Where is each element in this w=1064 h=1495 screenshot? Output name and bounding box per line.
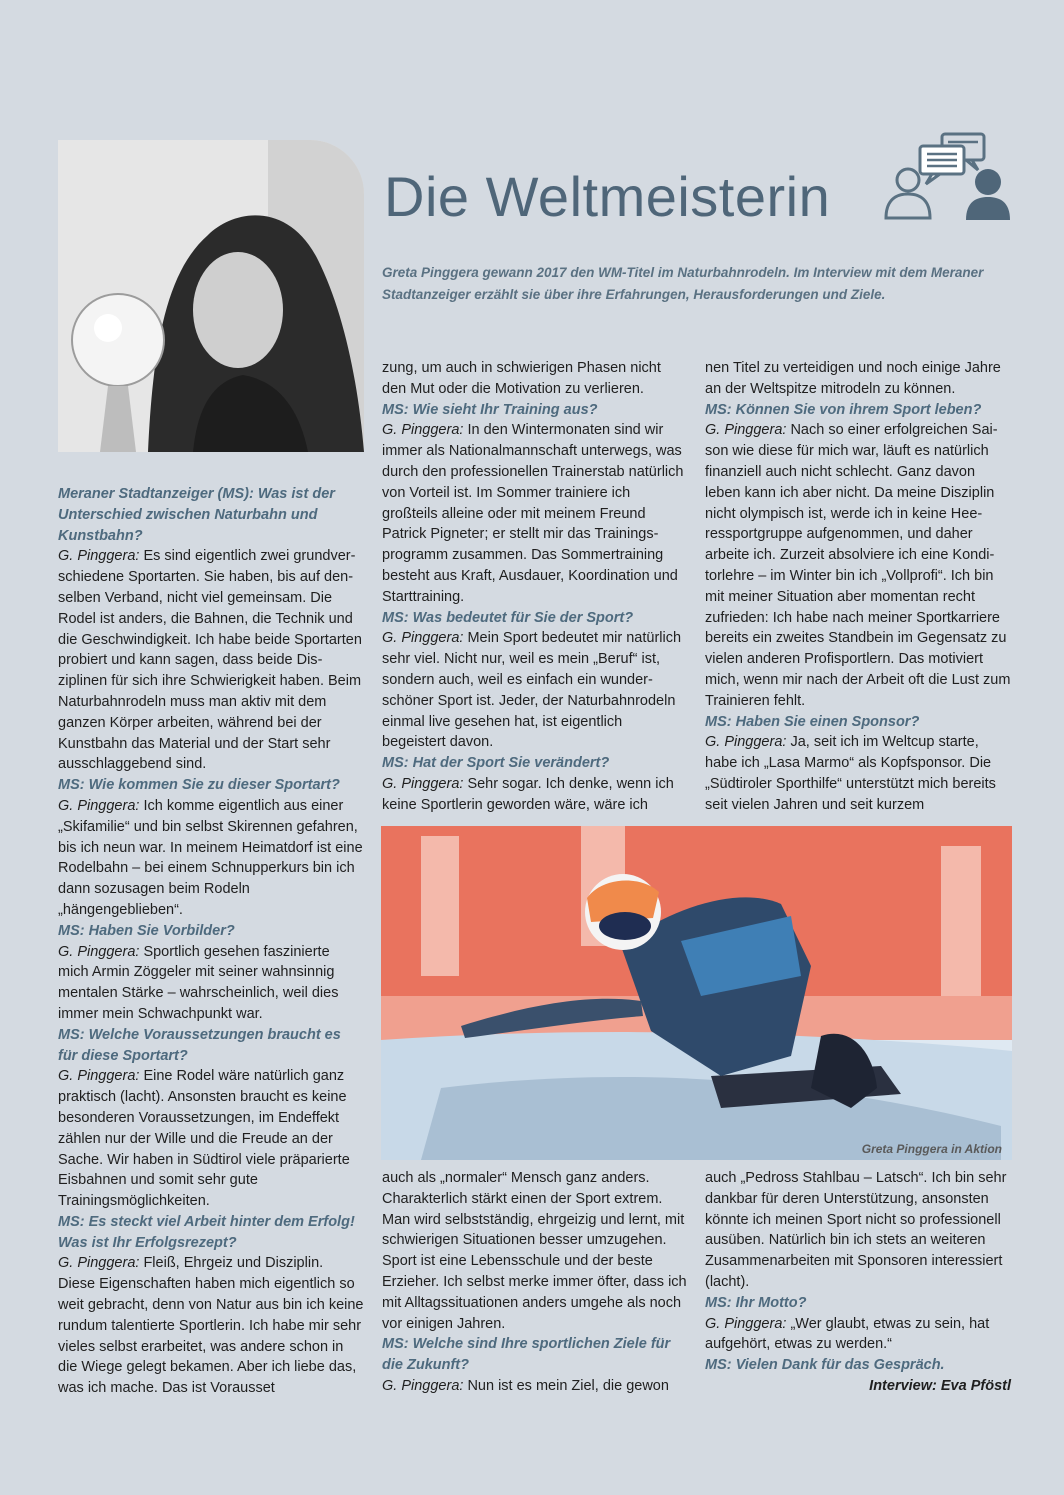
action-photo-illustration	[381, 826, 1012, 1160]
portrait-illustration	[58, 140, 364, 452]
answer-text: „Wer glaubt, etwas zu sein, hat aufgehört, etwas zu werden.“	[705, 1315, 990, 1353]
speaker-label: G. Pinggera:	[705, 422, 787, 439]
interview-answer	[705, 732, 1011, 815]
answer-text: Es sind eigentlich zwei grundverschiedene Sportarten. Sie haben, bis auf denselben Verband, nicht viel gemeinsam. Die Rodel ist anders, die Bahnen, die Technik und die Geschwindigkeit. Ich habe beide Sportarten probiert und kann sagen, dass beide Disziplinen für sich ihre Schwierigkeit haben. Beim Naturbahnrodeln muss man aktiv mit dem ganzen Körper arbeiten, während bei der Kunstbahn das Material und der Start sehr ausschlaggebend sind.	[58, 548, 362, 773]
continued-text: zung, um auch in schwierigen Phasen nicht den Mut oder die Motivation zu verlieren.	[382, 360, 661, 397]
interview-answer	[58, 1253, 364, 1399]
column-middle-bottom	[382, 1168, 688, 1397]
answer-text: Nach so einer erfolgreichen Saison wie diese für mich war, läuft es natürlich finanziell auch nicht schlecht. Ganz davon leben kann ich aber nicht. Da meine Disziplin nicht olympisch ist, werde ich in keine Heeressportgruppe aufgenommen, und daher arbeite ich. Zurzeit absolviere ich eine Konditorlehre – im Winter bin ich „Vollprofi“. Ich bin mit meiner Situation aber momentan recht zufrieden: Ich habe nach meiner Sportkarriere bereits ein zweites Standbein im Gegensatz zu vielen anderen Profisportlern. Das motiviert mich, wenn mir nach der Arbeit oft die Lust zum Trainieren fehlt.	[705, 422, 1011, 709]
answer-text: Ja, seit ich im Weltcup starte, habe ich „Lasa Marmo“ als Kopfsponsor. Die „Südtiroler Sporthilfe“ unterstützt mich bereits seit vielen Jahren und seit kurzem	[705, 734, 996, 813]
interview-question: MS: Welche sind Ihre sportlichen Ziele für die Zukunft?	[382, 1336, 671, 1374]
answer-text: Ich komme eigentlich aus einer „Skifamilie“ und bin selbst Skirennen gefahren, bis ich neun war. In meinem Heimatdorf ist eine Rodelbahn – bei einem Schnupperkurs bin ich dann sozusagen beim Rodeln „hängengeblieben“.	[58, 797, 363, 918]
speaker-label: G. Pinggera:	[382, 630, 464, 647]
interview-answer	[58, 1066, 364, 1212]
speaker-label: G. Pinggera:	[705, 1315, 787, 1332]
article-lead: Greta Pinggera gewann 2017 den WM-Titel im Naturbahnrodeln. Im Interview mit dem Meraner Stadtanzeiger erzählt sie über ihre Erfahrungen, Herausforderungen und Ziele.	[382, 265, 984, 302]
interview-answer	[58, 796, 364, 921]
answer-text: Sportlich gesehen faszinierte mich Armin Zöggeler mit seiner wahnsinnig mentalen Stärke – wahrscheinlich, weil dies immer mein Schwachpunkt war.	[58, 943, 339, 1022]
interview-question: MS: Hat der Sport Sie verändert?	[382, 755, 610, 772]
interview-answer	[58, 546, 364, 775]
speaker-label: G. Pinggera:	[382, 775, 464, 792]
speaker-label: G. Pinggera:	[382, 1377, 464, 1394]
interview-answer	[382, 1376, 688, 1397]
continued-text: auch „Pedross Stahlbau – Latsch“. Ich bin sehr dankbar für deren Unterstützung, ansonsten könnte ich meinen Sport nicht so professionell ausüben. Natürlich bin ich stets an weiteren Zusammenarbeiten mit Sponsoren interessiert (lacht).	[705, 1170, 1007, 1290]
answer-text: In den Wintermonaten sind wir immer als Nationalmannschaft unterwegs, was durch den professionellen Trainerstab natürlich von Vorteil ist. Im Sommer trainiere ich großteils alleine oder mit meinem Freund Patrick Pigneter; er stellt mir das Trainingsprogramm zusammen. Das Sommertraining besteht aus Kraft, Ausdauer, Koordination und Starttraining.	[382, 422, 684, 605]
answer-text: Mein Sport bedeutet mir natürlich sehr viel. Nicht nur, weil es mein „Beruf“ ist, sondern auch, weil es einfach ein wunderschöner Sport ist. Jeder, der Naturbahnrodeln einmal live gesehen hat, ist eigentlich begeistert davon.	[382, 630, 682, 751]
answer-text: Sehr sogar. Ich denke, wenn ich keine Sportlerin geworden wäre, wäre ich	[382, 775, 674, 813]
column-right-bottom	[705, 1168, 1011, 1397]
interview-answer	[705, 1314, 1011, 1356]
speaker-label: G. Pinggera:	[58, 943, 140, 960]
interview-credit: Interview: Eva Pföstl	[869, 1377, 1011, 1394]
interview-question: MS: Was bedeutet für Sie der Sport?	[382, 609, 634, 626]
speaker-label: G. Pinggera:	[58, 1068, 140, 1085]
action-photo	[381, 826, 1012, 1160]
photo-caption: Greta Pinggera in Aktion	[861, 1142, 1002, 1156]
speaker-label: G. Pinggera:	[382, 422, 464, 439]
speaker-label: G. Pinggera:	[705, 734, 787, 751]
interview-answer	[382, 420, 688, 607]
interview-question: MS: Ihr Motto?	[705, 1294, 807, 1311]
speaker-label: G. Pinggera:	[58, 548, 140, 565]
column-right-top	[705, 358, 1011, 816]
continued-text: auch als „normaler“ Mensch ganz anders. Charakterlich stärkt einen der Sport extrem. Man wird selbstständig, ehrgeizig und lernt, mit schwierigen Situationen besser umzugehen. Sport ist eine Lebensschule und der beste Erzieher. Ich selbst merke immer öfter, dass ich mit Alltagssituationen anders umgehe als noch vor einigen Jahren.	[382, 1170, 687, 1332]
interview-question: MS: Wie sieht Ihr Training aus?	[382, 401, 598, 418]
interview-question: MS: Es steckt viel Arbeit hinter dem Erfolg! Was ist Ihr Erfolgsrezept?	[58, 1213, 355, 1251]
continued-text: nen Titel zu verteidigen und noch einige Jahre an der Weltspitze mitrodeln zu können.	[705, 360, 1001, 397]
interview-chat-icon	[882, 130, 1012, 222]
interview-answer	[705, 420, 1011, 711]
interview-question: MS: Haben Sie Vorbilder?	[58, 922, 235, 939]
column-left	[58, 484, 364, 1399]
answer-text: Fleiß, Ehrgeiz und Disziplin. Diese Eigenschaften haben mich eigentlich so weit gebracht, denn von Natur aus bin ich keine rundum talentierte Sportlerin. Ich habe mir sehr vieles selbst erarbeitet, was andere schon in die Wiege gelegt bekamen. Aber ich liebe das, was ich mache. Das ist Vorausset	[58, 1255, 364, 1397]
column-middle-top	[382, 358, 688, 816]
interview-question: MS: Können Sie von ihrem Sport leben?	[705, 401, 982, 418]
interview-question: MS: Haben Sie einen Sponsor?	[705, 713, 920, 730]
speaker-label: G. Pinggera:	[58, 797, 140, 814]
answer-text: Nun ist es mein Ziel, die gewon	[463, 1377, 669, 1394]
portrait-photo	[58, 140, 364, 452]
interview-question: Meraner Stadtanzeiger (MS): Was ist der Unterschied zwischen Naturbahn und Kunstbahn?	[58, 486, 335, 544]
interview-answer	[382, 628, 688, 753]
speaker-label: G. Pinggera:	[58, 1255, 140, 1272]
interview-question: MS: Welche Voraussetzungen braucht es für diese Sportart?	[58, 1026, 341, 1064]
answer-text: Eine Rodel wäre natürlich ganz praktisch (lacht). Ansonsten braucht es keine besonderen Voraussetzungen, im Endeffekt zählen nur der Wille und die Freude an der Sache. Wir haben in Südtirol viele präparierte Eisbahnen und somit sehr gute Trainingsmöglichkeiten.	[58, 1068, 350, 1210]
interview-question: MS: Wie kommen Sie zu dieser Sportart?	[58, 777, 340, 794]
interview-answer	[382, 774, 688, 816]
interview-question: MS: Vielen Dank für das Gespräch.	[705, 1357, 945, 1374]
page-title: Die Weltmeisterin	[384, 165, 831, 228]
interview-answer	[58, 942, 364, 1025]
